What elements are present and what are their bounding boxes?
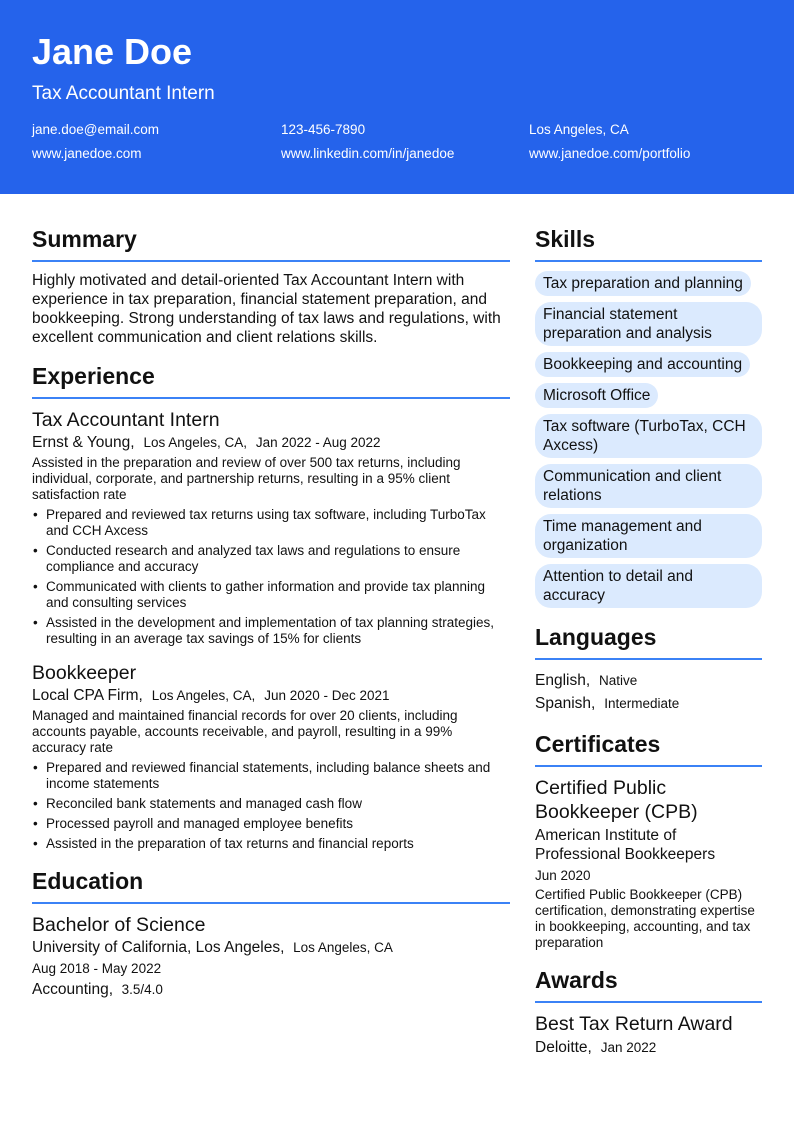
skill-chip: Bookkeeping and accounting [535, 352, 750, 377]
experience-heading: Experience [32, 361, 510, 399]
job-bullet: • Conducted research and analyzed tax laws and regulations to ensure compliance and accuracy [32, 543, 510, 575]
job-bullets [32, 507, 510, 647]
languages-list [535, 669, 762, 715]
job-bullet: • Communicated with clients to gather information and provide tax planning and consulting services [32, 579, 510, 611]
education-degree: Bachelor of Science [32, 914, 206, 936]
language-item [535, 669, 762, 692]
job-bullet: • Processed payroll and managed employee benefits [32, 816, 510, 832]
job-bullet: • Assisted in the development and implementation of tax planning strategies, resulting in an average tax savings of 15% for clients [32, 615, 510, 647]
job-bullet: • Prepared and reviewed financial statements, including balance sheets and income statements [32, 760, 510, 792]
skill-chip: Time management and organization [535, 514, 762, 558]
skill-chip: Tax software (TurboTax, CCH Axcess) [535, 414, 762, 458]
certificate-name: Certified Public Bookkeeper (CPB) [535, 777, 698, 823]
education-field-line [32, 980, 510, 1000]
skill-chip: Tax preparation and planning [535, 271, 751, 296]
education-field: Accounting, [32, 981, 113, 998]
summary-heading: Summary [32, 224, 510, 262]
language-level: Intermediate [604, 696, 680, 711]
candidate-role: Tax Accountant Intern [32, 83, 215, 104]
education-school-line [32, 938, 510, 958]
skill-chip: Communication and client relations [535, 464, 762, 508]
skill-chip: Microsoft Office [535, 383, 658, 408]
experience-section [32, 361, 510, 852]
skill-chip: Attention to detail and accuracy [535, 564, 762, 608]
right-column [535, 224, 762, 1058]
left-column [32, 224, 510, 1000]
contact-email[interactable]: jane.doe@email.com [32, 122, 160, 137]
contact-portfolio[interactable]: www.janedoe.com/portfolio [529, 146, 691, 161]
job-description: Managed and maintained financial records for over 20 clients, including accounts payable, accounts receivable, and payroll, resulting in a 99% accuracy rate [32, 708, 458, 755]
award-date: Jan 2022 [600, 1040, 657, 1055]
contact-phone[interactable]: 123-456-7890 [281, 122, 366, 137]
skills-heading: Skills [535, 224, 762, 262]
skill-chip: Financial statement preparation and analysis [535, 302, 762, 346]
job-description: Assisted in the preparation and review of over 500 tax returns, including individual, corporate, and partnership returns, resulting in a 95% client satisfaction rate [32, 455, 461, 502]
languages-heading: Languages [535, 622, 762, 660]
language-name: English, [535, 672, 591, 689]
certificates-section [535, 729, 762, 951]
skills-list [535, 271, 762, 608]
awards-heading: Awards [535, 965, 762, 1003]
contact-website[interactable]: www.janedoe.com [32, 146, 142, 161]
education-school: University of California, Los Angeles, [32, 939, 285, 956]
job-company: Local CPA Firm, [32, 687, 143, 704]
job-title: Tax Accountant Intern [32, 409, 220, 431]
language-name: Spanish, [535, 695, 596, 712]
language-item [535, 692, 762, 715]
skills-section [535, 224, 762, 608]
education-gpa: 3.5/4.0 [121, 982, 163, 997]
certificate-description: Certified Public Bookkeeper (CPB) certification, demonstrating expertise in bookkeeping, accounting, and tax preparation [535, 887, 755, 950]
award-meta [535, 1038, 762, 1058]
education-dates: Aug 2018 - May 2022 [32, 961, 162, 976]
job-bullet: • Reconciled bank statements and managed cash flow [32, 796, 510, 812]
job-bullet: • Prepared and reviewed tax returns using tax software, including TurboTax and CCH Axcess [32, 507, 510, 539]
summary-section [32, 224, 510, 347]
awards-section [535, 965, 762, 1058]
contact-location: Los Angeles, CA [529, 122, 629, 137]
certificate-date: Jun 2020 [535, 868, 591, 883]
job-dates: Jun 2020 - Dec 2021 [264, 688, 390, 703]
job-bullet: • Assisted in the preparation of tax returns and financial reports [32, 836, 510, 852]
experience-entry [32, 408, 510, 647]
candidate-name: Jane Doe [32, 31, 193, 72]
languages-section [535, 622, 762, 715]
summary-text: Highly motivated and detail-oriented Tax Accountant Intern with experience in tax preparation, financial statement preparation, and bookkeeping. Strong understanding of tax laws and regulations, with excellent communication and client relations skills. [32, 272, 501, 346]
language-level: Native [599, 673, 638, 688]
job-title: Bookkeeper [32, 662, 137, 684]
job-meta [32, 433, 510, 453]
certificate-issuer: American Institute of Professional Bookkeepers [535, 827, 716, 863]
experience-entry [32, 661, 510, 852]
job-company: Ernst & Young, [32, 434, 135, 451]
award-name: Best Tax Return Award [535, 1013, 733, 1035]
job-dates: Jan 2022 - Aug 2022 [255, 435, 381, 450]
education-section [32, 866, 510, 1000]
job-meta [32, 686, 510, 706]
certificates-heading: Certificates [535, 729, 762, 767]
job-location: Los Angeles, CA, [143, 435, 248, 450]
contact-linkedin[interactable]: www.linkedin.com/in/janedoe [281, 146, 455, 161]
education-location: Los Angeles, CA [293, 940, 393, 955]
job-bullets [32, 760, 510, 852]
education-heading: Education [32, 866, 510, 904]
resume-header [0, 0, 794, 194]
award-issuer: Deloitte, [535, 1039, 592, 1056]
job-location: Los Angeles, CA, [151, 688, 256, 703]
